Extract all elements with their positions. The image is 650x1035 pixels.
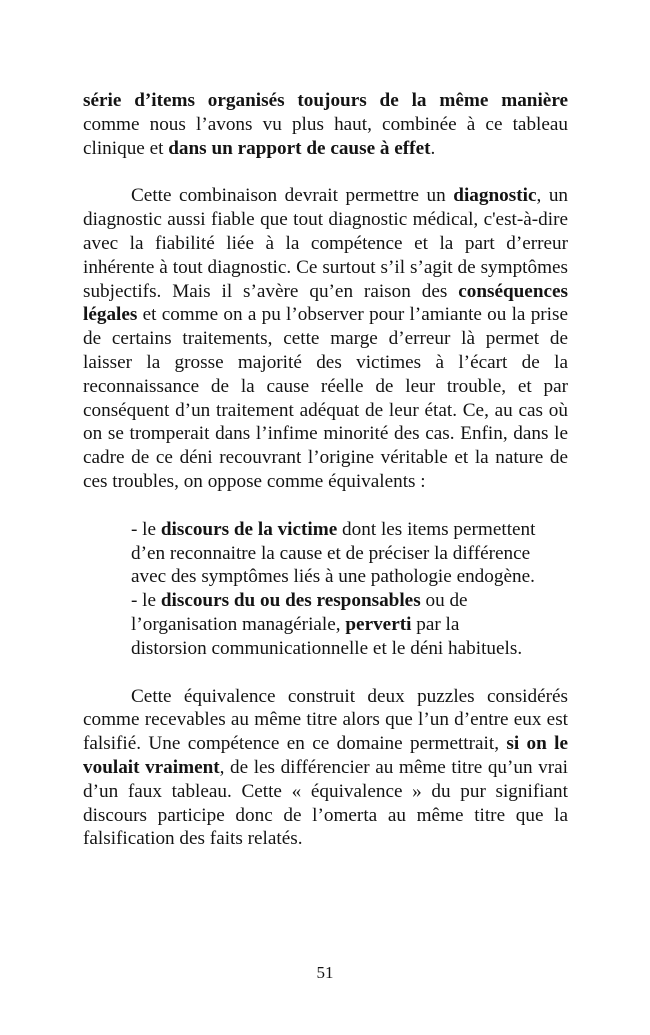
text-run: , de les différencier au même titre qu’un vrai d’un faux tableau. Cette « équivalence » du pur signifiant discours participe donc de l’omerta au même titre que la falsification des faits relatés. — [83, 756, 568, 850]
text-run: - le — [131, 590, 161, 612]
bold-phrase: perverti — [345, 613, 412, 635]
bold-phrase: dans un rapport de cause à effet — [168, 137, 431, 159]
paragraph-3 — [83, 685, 568, 852]
paragraph-gap — [83, 494, 568, 518]
paragraph-gap — [83, 160, 568, 184]
bold-phrase: si on le voulait vraiment — [83, 733, 568, 778]
equivalents-list — [131, 518, 568, 661]
bold-phrase: série d’items organisés toujours de la même manière — [83, 90, 568, 111]
list-item-line — [131, 589, 568, 613]
text-run: dont les items permettent — [337, 518, 536, 540]
text-run: l’organisation managériale, — [131, 613, 346, 635]
list-item-line: distorsion communicationnelle et le déni habituels. — [131, 637, 523, 659]
text-run: , un diagnostic aussi fiable que tout diagnostic médical, c'est-à-dire avec la fiabilité liée à la compétence et la part d’erreur inhérente à tout diagnostic. Ce surtout s’il s’agit de symptômes subjectifs. Mais il s’avère qu’en raison des — [83, 185, 569, 302]
bold-phrase: diagnostic — [453, 185, 537, 207]
page-body — [83, 89, 568, 851]
list-item-line — [131, 518, 568, 542]
page-number: 51 — [316, 963, 334, 982]
text-run: Cette combinaison devrait permettre un — [131, 185, 454, 207]
paragraph-2 — [83, 184, 568, 493]
text-run: ou de — [420, 590, 468, 612]
list-item-line: d’en reconnaitre la cause et de préciser la différence — [131, 542, 531, 564]
list-item-line: avec des symptômes liés à une pathologie endogène. — [131, 566, 535, 588]
text-run: comme nous l’avons vu plus haut, combinée à ce tableau clinique et — [83, 113, 568, 159]
text-run: . — [430, 137, 436, 159]
bold-phrase: conséquences légales — [83, 280, 568, 326]
bold-phrase: discours du ou des responsables — [160, 590, 421, 612]
paragraph-gap — [83, 661, 568, 685]
text-run: Cette équivalence construit deux puzzles considérés comme recevables au même titre alors que l’un d’entre eux est falsifié. Une compétence en ce domaine permettrait, — [83, 685, 568, 755]
text-run: et comme on a pu l’observer pour l’amiante ou la prise de certains traitements, cette marge d’erreur là permet de laisser la grosse majorité des victimes à l’écart de la reconnaissance de la cause réelle de leur trouble, et par conséquent d’un traitement adéquat de leur état. Ce, au cas où on se tromperait dans l’infime minorité des cas. Enfin, dans le cadre de ce déni recouvrant l’origine véritable et la nature de ces troubles, on oppose comme équivalents : — [83, 304, 568, 492]
text-run: - le — [131, 518, 161, 540]
text-run: par la — [411, 613, 460, 635]
bold-phrase: discours de la victime — [160, 518, 338, 540]
list-item-line — [131, 613, 568, 637]
paragraph-1 — [83, 89, 568, 160]
